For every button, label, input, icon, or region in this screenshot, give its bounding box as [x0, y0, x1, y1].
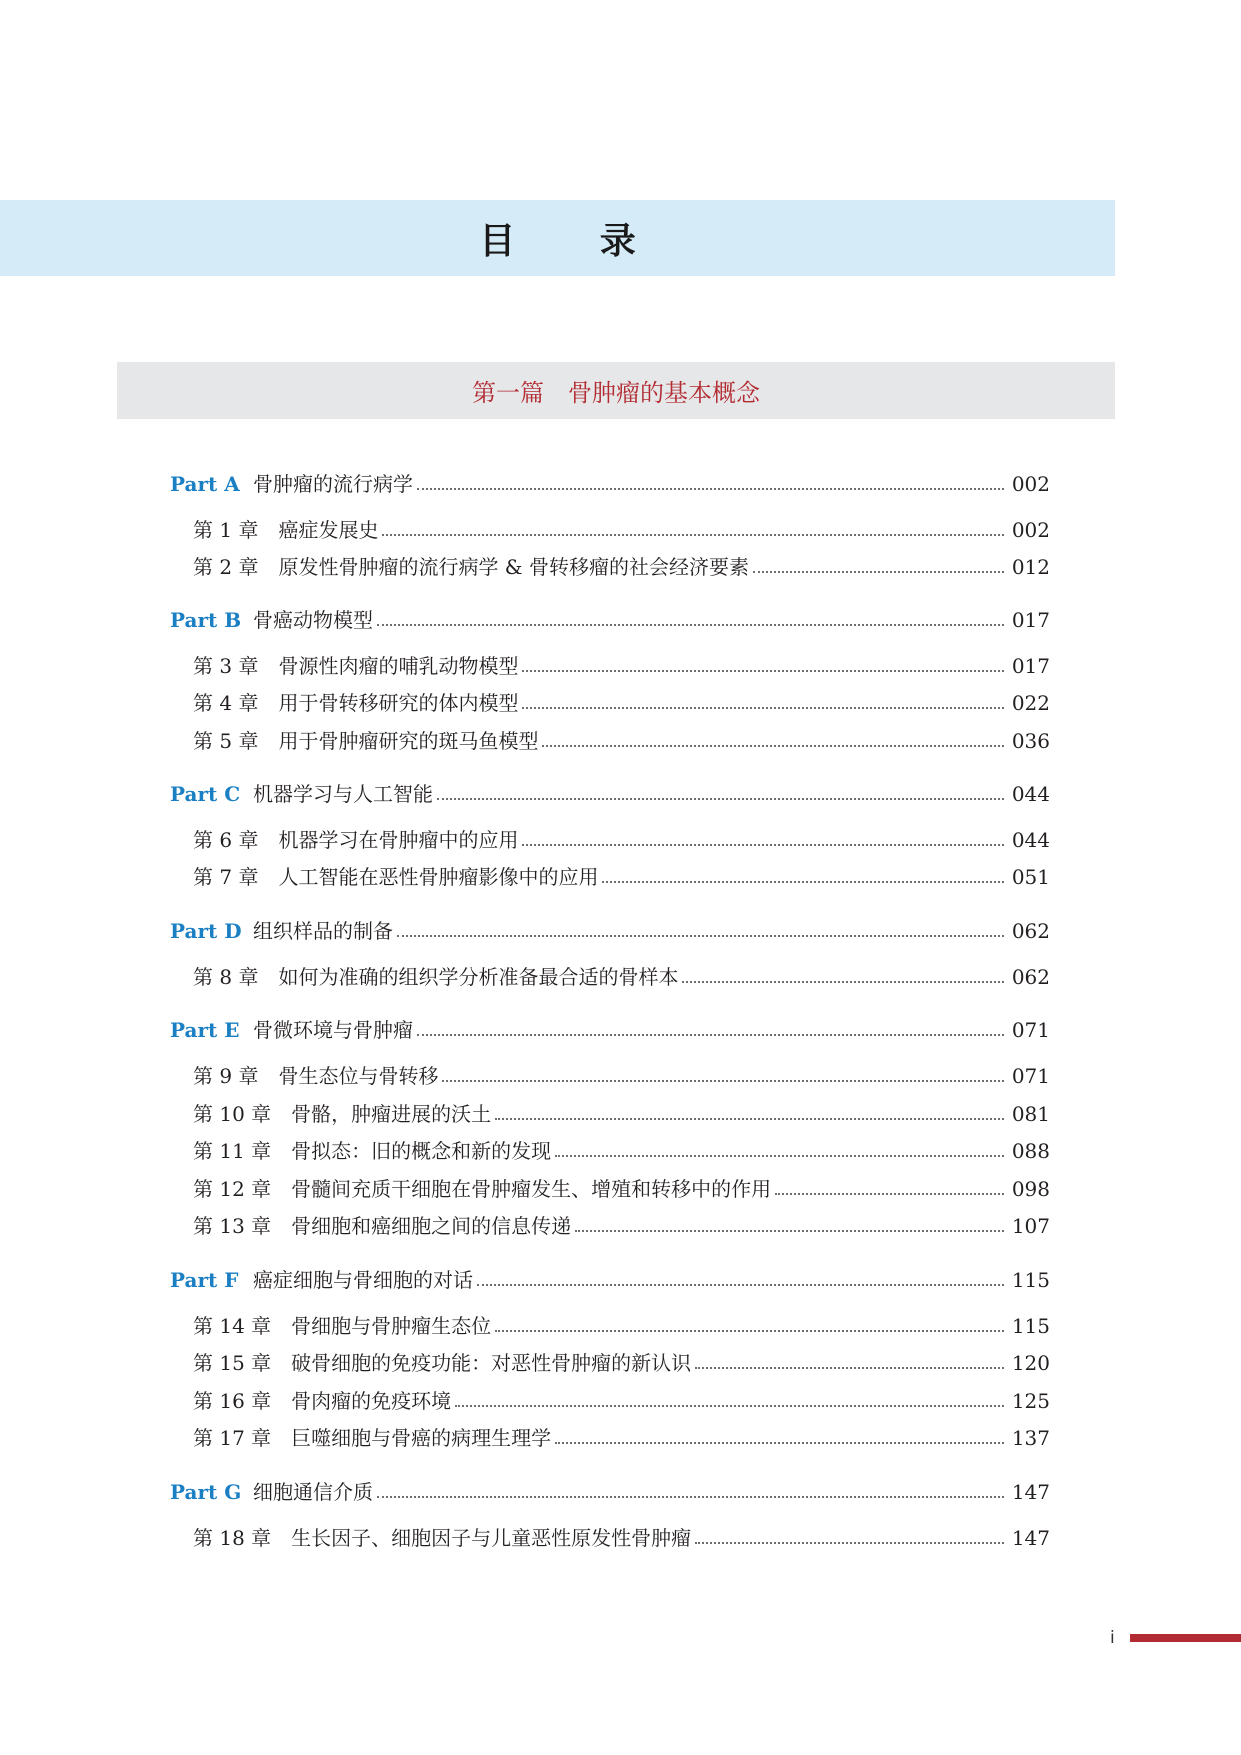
toc-part-entry[interactable] [170, 1478, 1050, 1506]
chapter-label: 第 2 章 [193, 555, 259, 579]
part-label: Part D [170, 919, 242, 943]
dot-leader [417, 1034, 1004, 1036]
chapter-label: 第 16 章 [193, 1389, 272, 1413]
chapter-label: 第 18 章 [193, 1526, 272, 1550]
chapter-title: 用于骨肿瘤研究的斑马鱼模型 [278, 729, 539, 753]
chapter-label: 第 11 章 [193, 1139, 272, 1163]
dot-leader [382, 534, 1003, 536]
toc-chapter-entry[interactable] [193, 1212, 1050, 1240]
dot-leader [522, 707, 1003, 709]
chapter-title: 骨源性肉瘤的哺乳动物模型 [278, 654, 519, 678]
chapter-title: 人工智能在恶性骨肿瘤影像中的应用 [278, 865, 599, 889]
dot-leader [753, 571, 1004, 573]
chapter-title: 骨髓间充质干细胞在骨肿瘤发生、增殖和转移中的作用 [291, 1177, 772, 1201]
toc-chapter-entry[interactable] [193, 1387, 1050, 1415]
toc-chapter-entry[interactable] [193, 1349, 1050, 1377]
page-reference: 137 [1011, 1426, 1050, 1450]
chapter-label: 第 10 章 [193, 1102, 272, 1126]
toc-part-entry[interactable] [170, 780, 1050, 808]
part-label: Part F [170, 1268, 239, 1292]
page-reference: 036 [1011, 729, 1050, 753]
page-reference: 147 [1011, 1526, 1050, 1550]
chapter-title: 机器学习在骨肿瘤中的应用 [278, 828, 519, 852]
dot-leader [455, 1405, 1004, 1407]
page-title: 目 录 [479, 220, 672, 262]
dot-leader [602, 881, 1003, 883]
toc-chapter-entry[interactable] [193, 1062, 1050, 1090]
part-title: 组织样品的制备 [253, 919, 393, 943]
chapter-title: 破骨细胞的免疫功能：对恶性骨肿瘤的新认识 [291, 1351, 692, 1375]
part-label: Part G [170, 1480, 242, 1504]
folio-accent-bar [1130, 1634, 1241, 1642]
chapter-label: 第 14 章 [193, 1314, 272, 1338]
page-reference: 002 [1011, 518, 1050, 542]
chapter-title: 骨骼，肿瘤进展的沃土 [291, 1102, 492, 1126]
dot-leader [397, 935, 1004, 937]
dot-leader [695, 1367, 1004, 1369]
page-reference: 125 [1011, 1389, 1050, 1413]
toc-chapter-entry[interactable] [193, 1137, 1050, 1165]
dot-leader [377, 1496, 1004, 1498]
chapter-title: 生长因子、细胞因子与儿童恶性原发性骨肿瘤 [291, 1526, 692, 1550]
toc-part-entry[interactable] [170, 917, 1050, 945]
chapter-title: 骨细胞和癌细胞之间的信息传递 [291, 1214, 572, 1238]
page-reference: 088 [1011, 1139, 1050, 1163]
dot-leader [695, 1542, 1004, 1544]
page-reference: 062 [1011, 919, 1050, 943]
dot-leader [495, 1118, 1004, 1120]
chapter-title: 巨噬细胞与骨癌的病理生理学 [291, 1426, 552, 1450]
page-reference: 115 [1011, 1314, 1050, 1338]
toc-chapter-entry[interactable] [193, 826, 1050, 854]
toc-chapter-entry[interactable] [193, 727, 1050, 755]
chapter-label: 第 9 章 [193, 1064, 259, 1088]
part-label: Part C [170, 782, 241, 806]
toc-chapter-entry[interactable] [193, 863, 1050, 891]
toc-part-entry[interactable] [170, 606, 1050, 634]
chapter-title: 骨肉瘤的免疫环境 [291, 1389, 452, 1413]
page-reference: 071 [1011, 1064, 1050, 1088]
page-reference: 107 [1011, 1214, 1050, 1238]
part-title: 细胞通信介质 [253, 1480, 373, 1504]
page-reference: 062 [1011, 965, 1050, 989]
dot-leader [542, 745, 1003, 747]
chapter-title: 癌症发展史 [278, 518, 379, 542]
page-reference: 051 [1011, 865, 1050, 889]
toc-chapter-entry[interactable] [193, 516, 1050, 544]
dot-leader [575, 1230, 1004, 1232]
chapter-label: 第 8 章 [193, 965, 259, 989]
chapter-label: 第 3 章 [193, 654, 259, 678]
page-reference: 081 [1011, 1102, 1050, 1126]
page-reference: 115 [1011, 1268, 1050, 1292]
chapter-label: 第 17 章 [193, 1426, 272, 1450]
dot-leader [442, 1080, 1003, 1082]
dot-leader [555, 1442, 1004, 1444]
toc-chapter-entry[interactable] [193, 652, 1050, 680]
toc-chapter-entry[interactable] [193, 1424, 1050, 1452]
page-reference: 044 [1011, 782, 1050, 806]
dot-leader [522, 844, 1003, 846]
part-title: 机器学习与人工智能 [253, 782, 433, 806]
page-number: i [1110, 1628, 1115, 1648]
section-heading: 第一篇 骨肿瘤的基本概念 [472, 379, 760, 407]
toc-chapter-entry[interactable] [193, 553, 1050, 581]
chapter-label: 第 6 章 [193, 828, 259, 852]
chapter-title: 原发性骨肿瘤的流行病学 & 骨转移瘤的社会经济要素 [278, 555, 749, 579]
chapter-title: 用于骨转移研究的体内模型 [278, 691, 519, 715]
part-label: Part E [170, 1018, 240, 1042]
chapter-title: 骨生态位与骨转移 [278, 1064, 439, 1088]
page-reference: 022 [1011, 691, 1050, 715]
page-reference: 147 [1011, 1480, 1050, 1504]
page-reference: 098 [1011, 1177, 1050, 1201]
chapter-label: 第 1 章 [193, 518, 259, 542]
chapter-label: 第 12 章 [193, 1177, 272, 1201]
page-reference: 002 [1011, 472, 1050, 496]
part-title: 骨微环境与骨肿瘤 [253, 1018, 413, 1042]
part-label: Part B [170, 608, 242, 632]
toc-chapter-entry[interactable] [193, 963, 1050, 991]
page-reference: 012 [1011, 555, 1050, 579]
toc-chapter-entry[interactable] [193, 1100, 1050, 1128]
dot-leader [495, 1330, 1004, 1332]
page-reference: 017 [1011, 654, 1050, 678]
chapter-label: 第 5 章 [193, 729, 259, 753]
toc-title-band [0, 200, 1115, 276]
toc-chapter-entry[interactable] [193, 1524, 1050, 1552]
dot-leader [682, 981, 1003, 983]
page-reference: 071 [1011, 1018, 1050, 1042]
toc-part-entry[interactable] [170, 1266, 1050, 1294]
dot-leader [437, 798, 1004, 800]
dot-leader [775, 1193, 1004, 1195]
page-reference: 044 [1011, 828, 1050, 852]
dot-leader [417, 488, 1004, 490]
part-label: Part A [170, 472, 240, 496]
part-title: 骨癌动物模型 [253, 608, 373, 632]
dot-leader [522, 670, 1003, 672]
part-title: 骨肿瘤的流行病学 [253, 472, 413, 496]
dot-leader [477, 1284, 1004, 1286]
toc-chapter-entry[interactable] [193, 1312, 1050, 1340]
chapter-title: 如何为准确的组织学分析准备最合适的骨样本 [278, 965, 679, 989]
toc-part-entry[interactable] [170, 1016, 1050, 1044]
chapter-title: 骨拟态：旧的概念和新的发现 [291, 1139, 552, 1163]
page-reference: 017 [1011, 608, 1050, 632]
toc-chapter-entry[interactable] [193, 1175, 1050, 1203]
section-heading-band [117, 362, 1115, 419]
chapter-label: 第 15 章 [193, 1351, 272, 1375]
dot-leader [555, 1155, 1004, 1157]
page-reference: 120 [1011, 1351, 1050, 1375]
dot-leader [377, 624, 1004, 626]
chapter-title: 骨细胞与骨肿瘤生态位 [291, 1314, 492, 1338]
chapter-label: 第 13 章 [193, 1214, 272, 1238]
toc-part-entry[interactable] [170, 470, 1050, 498]
toc-chapter-entry[interactable] [193, 689, 1050, 717]
chapter-label: 第 7 章 [193, 865, 259, 889]
chapter-label: 第 4 章 [193, 691, 259, 715]
part-title: 癌症细胞与骨细胞的对话 [253, 1268, 473, 1292]
